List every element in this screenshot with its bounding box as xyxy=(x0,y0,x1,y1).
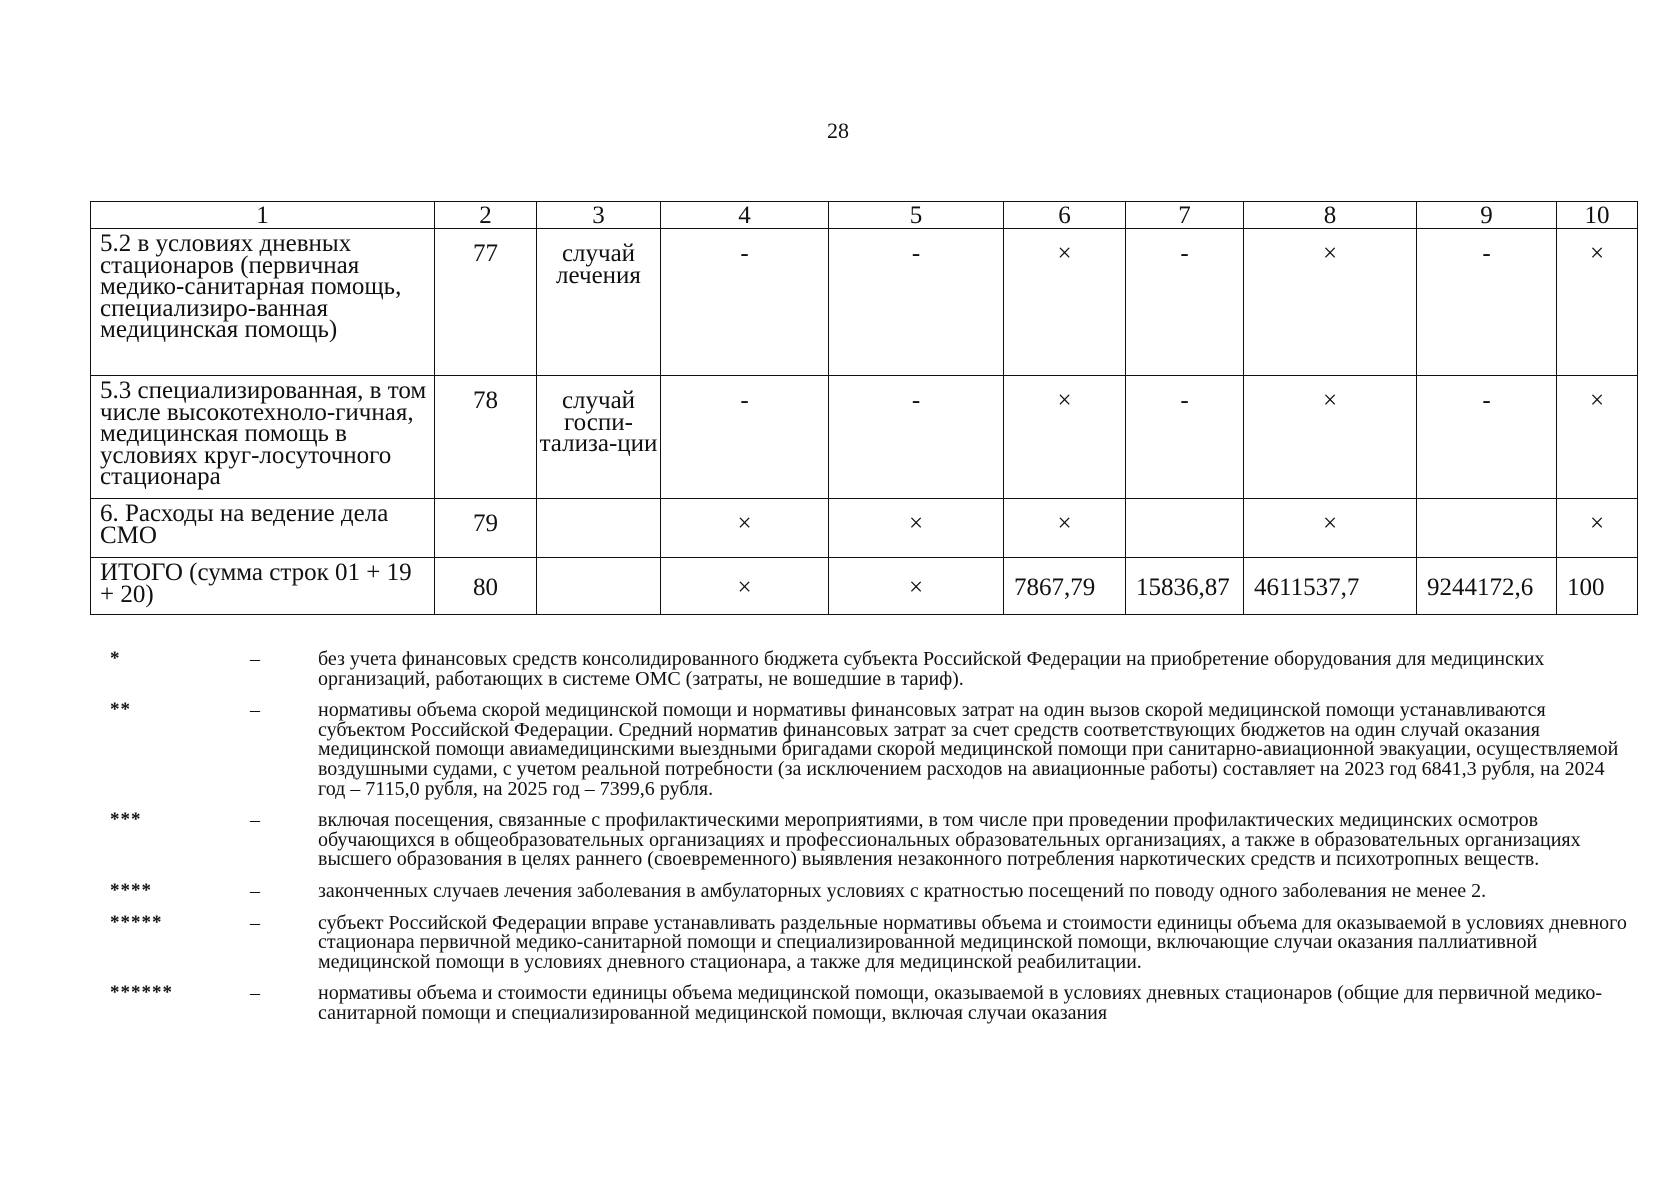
cell-value: 7867,79 xyxy=(1004,558,1126,615)
footnote xyxy=(110,984,1630,1023)
footnotes xyxy=(110,650,1630,1036)
cell-value: × xyxy=(1557,499,1638,558)
row-unit xyxy=(537,499,661,558)
cell-value: 15836,87 xyxy=(1126,558,1244,615)
column-header: 10 xyxy=(1557,202,1638,229)
footnote-text: нормативы объема скорой медицинской помощи и нормативы финансовых затрат на один вызов скорой медицинской помощи устанавливаются субъектом Российской Федерации. Средний норматив финансовых затрат за счет средств соответствующих бюджетов на один случай оказания медицинской помощи авиамедицинскими выездными бригадами скорой медицинской помощи при санитарно-авиационной эвакуации, осуществляемой воздушными судами, с учетом реальной потребности (за исключением расходов на авиационные работы) составляет на 2023 год 6841,3 рубля, на 2024 год – 7115,0 рубля, на 2025 год – 7399,6 рубля. xyxy=(318,699,1619,800)
column-header: 1 xyxy=(91,202,435,229)
row-unit: случай лечения xyxy=(537,229,661,376)
table-row xyxy=(91,229,1638,376)
cell-value: - xyxy=(829,229,1004,376)
row-unit xyxy=(537,558,661,615)
footnote-dash: – xyxy=(250,879,260,902)
cell-value: 100 xyxy=(1557,558,1638,615)
cell-value: × xyxy=(1004,499,1126,558)
footnote-dash: – xyxy=(250,809,260,832)
row-code: 80 xyxy=(435,558,537,615)
footnote xyxy=(110,650,1630,689)
column-header: 4 xyxy=(661,202,829,229)
footnote-text: субъект Российской Федерации вправе устанавливать раздельные нормативы объема и стоимости единицы объема для оказываемой в условиях дневного стационара первичной медико-санитарной помощи и специализированной медицинской помощи, включающие случаи оказания паллиативной медицинской помощи в условиях дневного стационара, а также для медицинской реабилитации. xyxy=(318,911,1627,973)
cell-value: × xyxy=(661,499,829,558)
cell-value: × xyxy=(1004,229,1126,376)
cell-value xyxy=(1417,499,1557,558)
footnote-mark: ** xyxy=(110,699,131,721)
column-header: 5 xyxy=(829,202,1004,229)
footnote-mark: ****** xyxy=(110,982,173,1004)
cell-value: - xyxy=(1126,229,1244,376)
table-row xyxy=(91,499,1638,558)
cell-value: × xyxy=(1244,499,1417,558)
footnote-mark: * xyxy=(110,648,121,669)
column-header: 6 xyxy=(1004,202,1126,229)
footnote xyxy=(110,811,1630,870)
footnote-dash: – xyxy=(250,648,260,670)
cell-value xyxy=(1126,499,1244,558)
data-table xyxy=(90,201,1638,615)
column-header: 3 xyxy=(537,202,661,229)
footnote-dash: – xyxy=(250,911,260,934)
cell-value: - xyxy=(1417,229,1557,376)
footnote-text: нормативы объема и стоимости единицы объема медицинской помощи, оказываемой в условиях дневных стационаров (общие для первичной медико-санитарной помощи и специализированной медицинской помощи, включая случаи оказания xyxy=(318,982,1603,1024)
cell-value: × xyxy=(829,499,1004,558)
cell-value: 4611537,7 xyxy=(1244,558,1417,615)
cell-value: × xyxy=(1557,229,1638,376)
row-name: ИТОГО (сумма строк 01 + 19 + 20) xyxy=(91,558,435,615)
table-row-total xyxy=(91,558,1638,615)
cell-value: × xyxy=(1004,376,1126,499)
table-row xyxy=(91,376,1638,499)
cell-value: - xyxy=(829,376,1004,499)
cell-value: × xyxy=(1244,229,1417,376)
footnote-dash: – xyxy=(250,699,260,722)
row-code: 78 xyxy=(435,376,537,499)
column-header: 7 xyxy=(1126,202,1244,229)
footnote-text: включая посещения, связанные с профилактическими мероприятиями, в том числе при проведении профилактических медицинских осмотров обучающихся в общеобразовательных организациях и профессиональных образовательных организациях, а также в образовательных организациях высшего образования в целях раннего (своевременного) выявления незаконного потребления наркотических средств и психотропных веществ. xyxy=(318,809,1581,871)
column-header: 8 xyxy=(1244,202,1417,229)
cell-value: - xyxy=(661,229,829,376)
column-header: 9 xyxy=(1417,202,1557,229)
column-header: 2 xyxy=(435,202,537,229)
footnote xyxy=(110,911,1630,973)
footnote-dash: – xyxy=(250,982,260,1005)
cell-value: × xyxy=(1557,376,1638,499)
cell-value: × xyxy=(829,558,1004,615)
cell-value: - xyxy=(1417,376,1557,499)
footnote-mark: **** xyxy=(110,879,152,901)
footnote-text: законченных случаев лечения заболевания в амбулаторных условиях с кратностью посещений по поводу одного заболевания не менее 2. xyxy=(318,879,1487,902)
cell-value: 9244172,6 xyxy=(1417,558,1557,615)
cell-value: × xyxy=(661,558,829,615)
footnote-text: без учета финансовых средств консолидированного бюджета субъекта Российской Федерации на приобретение оборудования для медицинских организаций, работающих в системе ОМС (затраты, не вошедшие в тариф). xyxy=(318,648,1545,690)
row-name: 5.3 специализированная, в том числе высокотехноло-гичная, медицинская помощь в условиях круг-лосуточного стационара xyxy=(91,376,435,499)
cell-value: - xyxy=(1126,376,1244,499)
footnote xyxy=(110,879,1630,902)
row-unit: случай госпи-тализа-ции xyxy=(537,376,661,499)
footnote-mark: *** xyxy=(110,809,142,831)
footnote-mark: ***** xyxy=(110,911,163,933)
cell-value: - xyxy=(661,376,829,499)
footnote xyxy=(110,701,1630,799)
row-code: 77 xyxy=(435,229,537,376)
row-name: 5.2 в условиях дневных стационаров (первичная медико-санитарная помощь, специализиро-ванная медицинская помощь) xyxy=(91,229,435,376)
page-number: 28 xyxy=(827,118,849,143)
row-code: 79 xyxy=(435,499,537,558)
row-name: 6. Расходы на ведение дела СМО xyxy=(91,499,435,558)
table-header-row xyxy=(91,202,1638,229)
cell-value: × xyxy=(1244,376,1417,499)
